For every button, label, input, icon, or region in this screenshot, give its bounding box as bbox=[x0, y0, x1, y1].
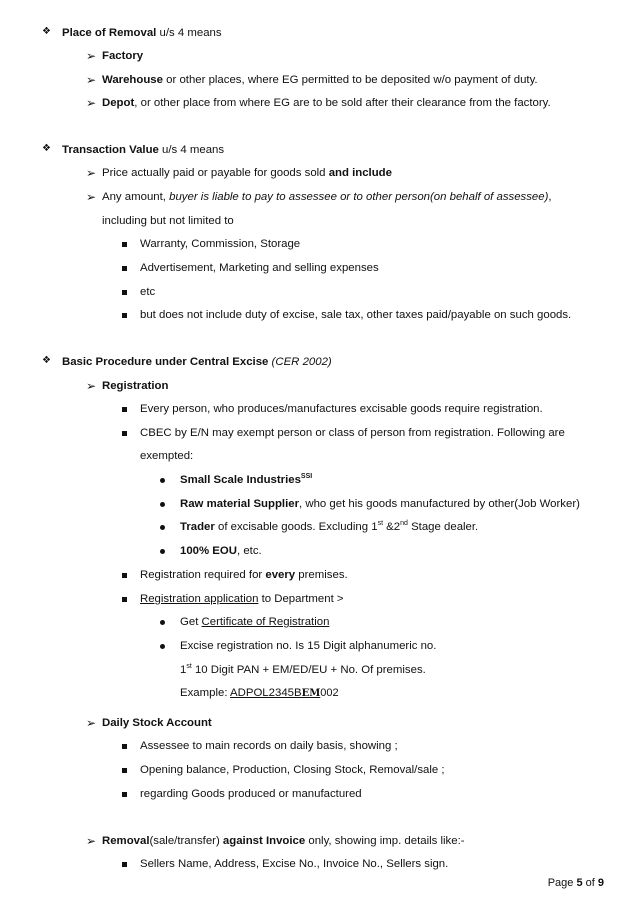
exempt-ssi: Small Scale Industries$^{SSI}$ bbox=[180, 473, 313, 486]
diamond-bullet-icon: ❖ bbox=[42, 143, 51, 154]
sub-etc: etc bbox=[140, 286, 156, 298]
dsa-goods: regarding Goods produced or manufactured bbox=[140, 788, 362, 800]
arrow-bullet-icon: ➢ bbox=[86, 73, 97, 87]
reg-cbec-cont: exempted: bbox=[140, 450, 194, 462]
excise-reg-example: Example: ADPOL2345BEM002 bbox=[180, 687, 339, 699]
square-bullet-icon bbox=[122, 568, 127, 581]
square-bullet-icon bbox=[122, 261, 127, 274]
exempt-eou: 100% EOU, etc. bbox=[180, 545, 262, 557]
square-bullet-icon bbox=[122, 237, 127, 250]
arrow-bullet-icon: ➢ bbox=[86, 49, 97, 63]
item-registration: Registration bbox=[102, 380, 169, 392]
item-depot: Depot, or other place from where EG are to be sold after their clearance from the factory. bbox=[102, 97, 551, 109]
arrow-bullet-icon: ➢ bbox=[86, 166, 97, 180]
round-bullet-icon bbox=[160, 520, 165, 533]
round-bullet-icon bbox=[160, 615, 165, 628]
sub-advertisement: Advertisement, Marketing and selling expenses bbox=[140, 262, 379, 274]
heading-place-of-removal: Place of Removal u/s 4 means bbox=[62, 27, 222, 39]
square-bullet-icon bbox=[122, 763, 127, 776]
round-bullet-icon bbox=[160, 473, 165, 486]
square-bullet-icon bbox=[122, 308, 127, 321]
dsa-opening-balance: Opening balance, Production, Closing Stock, Removal/sale ; bbox=[140, 764, 445, 776]
heading-transaction-value: Transaction Value u/s 4 means bbox=[62, 144, 225, 156]
square-bullet-icon bbox=[122, 592, 127, 605]
page-number: Page 5 of 9 bbox=[547, 877, 604, 889]
excise-reg-format: 1st 10 Digit PAN + EM/ED/EU + No. Of premises. bbox=[180, 663, 426, 676]
exempt-raw-material: Raw material Supplier, who get his goods manufactured by other(Job Worker) bbox=[180, 498, 580, 510]
excise-reg-no: Excise registration no. Is 15 Digit alphanumeric no. bbox=[180, 640, 437, 652]
item-daily-stock: Daily Stock Account bbox=[102, 717, 212, 729]
diamond-bullet-icon: ❖ bbox=[42, 26, 51, 37]
reg-cbec: CBEC by E/N may exempt person or class of person from registration. Following are bbox=[140, 427, 565, 439]
square-bullet-icon bbox=[122, 739, 127, 752]
arrow-bullet-icon: ➢ bbox=[86, 96, 97, 110]
item-any-amount-cont: including but not limited to bbox=[102, 215, 234, 227]
arrow-bullet-icon: ➢ bbox=[86, 379, 97, 393]
get-certificate: Get Certificate of Registration bbox=[180, 616, 330, 628]
item-price-paid: Price actually paid or payable for goods sold and include bbox=[102, 167, 392, 179]
reg-every-person: Every person, who produces/manufactures excisable goods require registration. bbox=[140, 403, 543, 415]
item-any-amount: Any amount, buyer is liable to pay to assessee or to other person(on behalf of assessee), bbox=[102, 191, 552, 203]
round-bullet-icon bbox=[160, 544, 165, 557]
arrow-bullet-icon: ➢ bbox=[86, 716, 97, 730]
dsa-records: Assessee to main records on daily basis, showing ; bbox=[140, 740, 398, 752]
round-bullet-icon bbox=[160, 639, 165, 652]
item-removal: Removal(sale/transfer) against Invoice only, showing imp. details like:- bbox=[102, 835, 465, 847]
square-bullet-icon bbox=[122, 857, 127, 870]
item-warehouse: Warehouse or other places, where EG permitted to be deposited w/o payment of duty. bbox=[102, 74, 538, 86]
diamond-bullet-icon: ❖ bbox=[42, 355, 51, 366]
sub-warranty: Warranty, Commission, Storage bbox=[140, 238, 301, 250]
square-bullet-icon bbox=[122, 787, 127, 800]
square-bullet-icon bbox=[122, 285, 127, 298]
round-bullet-icon bbox=[160, 497, 165, 510]
exempt-trader: Trader of excisable goods. Excluding 1st &2nd Stage dealer. bbox=[180, 520, 479, 533]
arrow-bullet-icon: ➢ bbox=[86, 834, 97, 848]
sub-excludes: but does not include duty of excise, sale tax, other taxes paid/payable on such goods. bbox=[140, 309, 572, 321]
arrow-bullet-icon: ➢ bbox=[86, 190, 97, 204]
square-bullet-icon bbox=[122, 426, 127, 439]
removal-sellers: Sellers Name, Address, Excise No., Invoice No., Sellers sign. bbox=[140, 858, 449, 870]
square-bullet-icon bbox=[122, 402, 127, 415]
heading-basic-procedure: Basic Procedure under Central Excise (CER 2002) bbox=[62, 356, 332, 368]
reg-application: Registration application to Department > bbox=[140, 593, 344, 605]
reg-every-premises: Registration required for every premises. bbox=[140, 569, 348, 581]
item-factory: Factory bbox=[102, 50, 144, 62]
